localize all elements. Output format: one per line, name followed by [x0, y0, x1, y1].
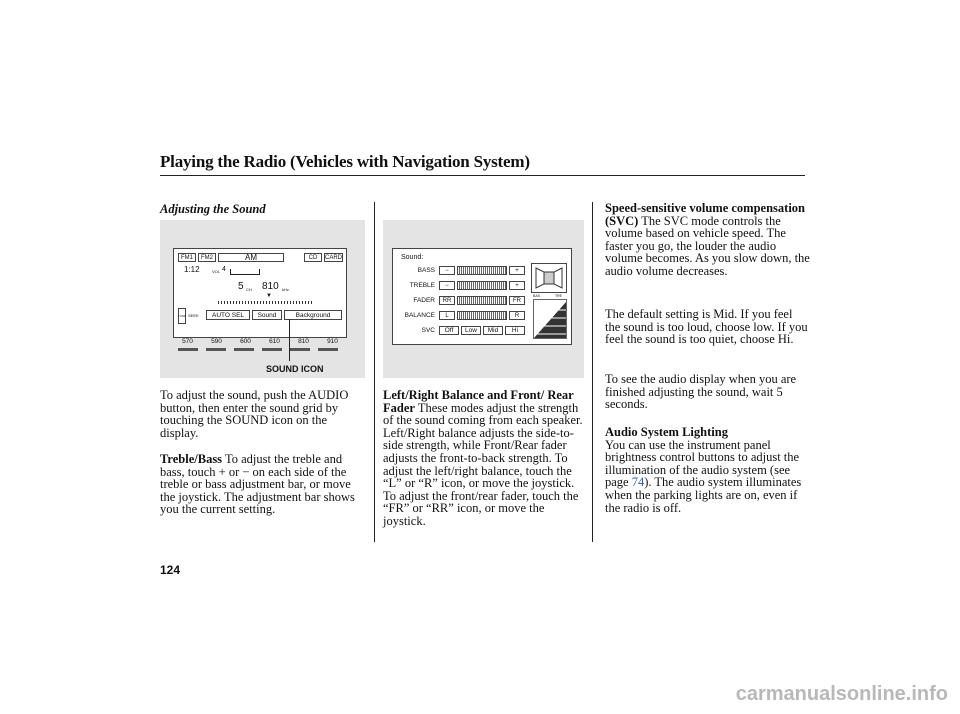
balance-l-button[interactable]: L — [439, 311, 455, 320]
fader-rr-button[interactable]: RR — [439, 296, 455, 305]
sound-figure — [383, 220, 584, 378]
column-divider-2 — [592, 202, 593, 542]
balance-label: BALANCE — [404, 312, 435, 319]
seek-label: SEEK — [188, 313, 199, 318]
treble-bass-text: To adjust the treble and bass, touch + or − on each side of the treble or bass adjustment bar, or move the joystick. The adjustment bar shows you the current setting. — [160, 452, 355, 517]
svc-section — [605, 202, 810, 278]
volume-bar — [230, 269, 260, 275]
svc-off-button[interactable]: Off — [439, 326, 459, 335]
vol-label: VOL — [212, 269, 221, 274]
tre-bar-label: TRE — [555, 294, 562, 298]
auto-sel-button[interactable]: AUTO SEL — [206, 310, 250, 320]
vol-value: 4 — [222, 266, 226, 273]
treble-bass-section — [160, 453, 365, 516]
page-number: 124 — [160, 563, 181, 577]
preset-600[interactable]: 600 — [240, 338, 251, 345]
page-74-link[interactable]: 74 — [631, 475, 645, 490]
sound-icon-caption: SOUND ICON — [266, 364, 324, 374]
callout-line — [289, 319, 290, 361]
unit-label: kHz — [282, 287, 289, 292]
preset-590[interactable]: 590 — [211, 338, 222, 345]
lighting-text-after: ). The audio system illuminates when the parking lights are on, even if the radio is off. — [605, 475, 802, 515]
fader-bar[interactable] — [457, 296, 507, 305]
treble-plus-button[interactable]: + — [509, 281, 525, 290]
ch-label: CH — [246, 287, 252, 292]
bass-plus-button[interactable]: + — [509, 266, 525, 275]
tab-cd[interactable]: CD — [304, 253, 322, 262]
tab-fm2[interactable]: FM2 — [198, 253, 216, 262]
title-rule — [160, 175, 805, 176]
svc-paragraph-2: The default setting is Mid. If you feel the sound is too loud, choose low. If you feel the sound is too quiet, choose Hi. — [605, 307, 808, 347]
svc-heading: Speed-sensitive volume compensation (SVC) — [605, 201, 805, 228]
background-button[interactable]: Background — [284, 310, 342, 320]
sound-screen-title: Sound: — [401, 254, 424, 261]
preset-610[interactable]: 610 — [269, 338, 280, 345]
watermark: carmanualsonline.info — [735, 683, 948, 705]
column-divider-1 — [374, 202, 375, 542]
sound-button[interactable]: Sound — [252, 310, 282, 320]
tab-fm1[interactable]: FM1 — [178, 253, 196, 262]
bass-minus-button[interactable]: − — [439, 266, 455, 275]
fader-fr-button[interactable]: FR — [509, 296, 525, 305]
treble-bar[interactable] — [457, 281, 507, 290]
frequency: 810 — [262, 281, 279, 292]
speaker-icon — [532, 264, 566, 292]
bass-label: BASS — [417, 267, 435, 274]
lighting-section — [605, 426, 810, 514]
balance-fader-text: These modes adjust the strength of the sound coming from each speaker. Left/Right balance adjusts the side-to-side strength, while Front/Rear fader adjusts the front-to-back strength. To adjust the left/right balance, touch the “L” or “R” icon, or move the joystick. To adjust the front/rear fader, touch the “FR” or “RR” icon, or move the joystick. — [383, 400, 583, 528]
svc-hi-button[interactable]: Hi — [505, 326, 525, 335]
svc-low-button[interactable]: Low — [461, 326, 481, 335]
tab-am[interactable]: AM — [218, 253, 284, 262]
fader-label: FADER — [413, 297, 435, 304]
speaker-grid[interactable] — [531, 263, 567, 293]
radio-screen — [173, 248, 347, 338]
svc-mid-button[interactable]: Mid — [483, 326, 503, 335]
lighting-heading: Audio System Lighting — [605, 425, 728, 439]
preset-number: 5 — [238, 281, 244, 292]
tune-button[interactable]: TUNE — [178, 308, 186, 324]
bas-bar-label: BAS — [533, 294, 541, 298]
tuning-scale — [218, 301, 314, 304]
intro-paragraph: To adjust the sound, push the AUDIO button, then enter the sound grid by touching the SOUND icon on the display. — [160, 388, 349, 440]
treble-label: TREBLE — [409, 282, 435, 289]
section-title: Adjusting the Sound — [160, 202, 266, 216]
level-graph — [533, 299, 567, 339]
svc-label: SVC — [421, 327, 435, 334]
radio-figure — [160, 220, 365, 378]
tuning-marker-icon: ▼ — [266, 293, 272, 299]
preset-570[interactable]: 570 — [182, 338, 193, 345]
preset-910[interactable]: 910 — [327, 338, 338, 345]
balance-bar[interactable] — [457, 311, 507, 320]
preset-bars — [178, 348, 344, 351]
svc-text: The SVC mode controls the volume based on vehicle speed. The faster you go, the louder the audio volume becomes. As you slow down, the audio volume decreases. — [605, 213, 810, 278]
balance-fader-section — [383, 389, 588, 528]
balance-fader-heading: Left/Right Balance and Front/ Rear Fader — [383, 388, 574, 415]
treble-bass-heading: Treble/Bass — [160, 452, 223, 466]
preset-row — [173, 338, 347, 345]
preset-810[interactable]: 810 — [298, 338, 309, 345]
page-title: Playing the Radio (Vehicles with Navigation System) — [160, 152, 530, 171]
balance-r-button[interactable]: R — [509, 311, 525, 320]
bass-bar[interactable] — [457, 266, 507, 275]
level-graph-icon — [534, 300, 566, 338]
lighting-text-before: You can use the instrument panel brightness control buttons to adjust the illumination of the audio system (see page — [605, 437, 800, 490]
treble-minus-button[interactable]: − — [439, 281, 455, 290]
tab-card[interactable]: CARD — [325, 254, 343, 261]
sound-screen — [392, 248, 572, 345]
clock: 1:12 — [184, 265, 200, 274]
svc-paragraph-3: To see the audio display when you are finished adjusting the sound, wait 5 seconds. — [605, 372, 797, 412]
